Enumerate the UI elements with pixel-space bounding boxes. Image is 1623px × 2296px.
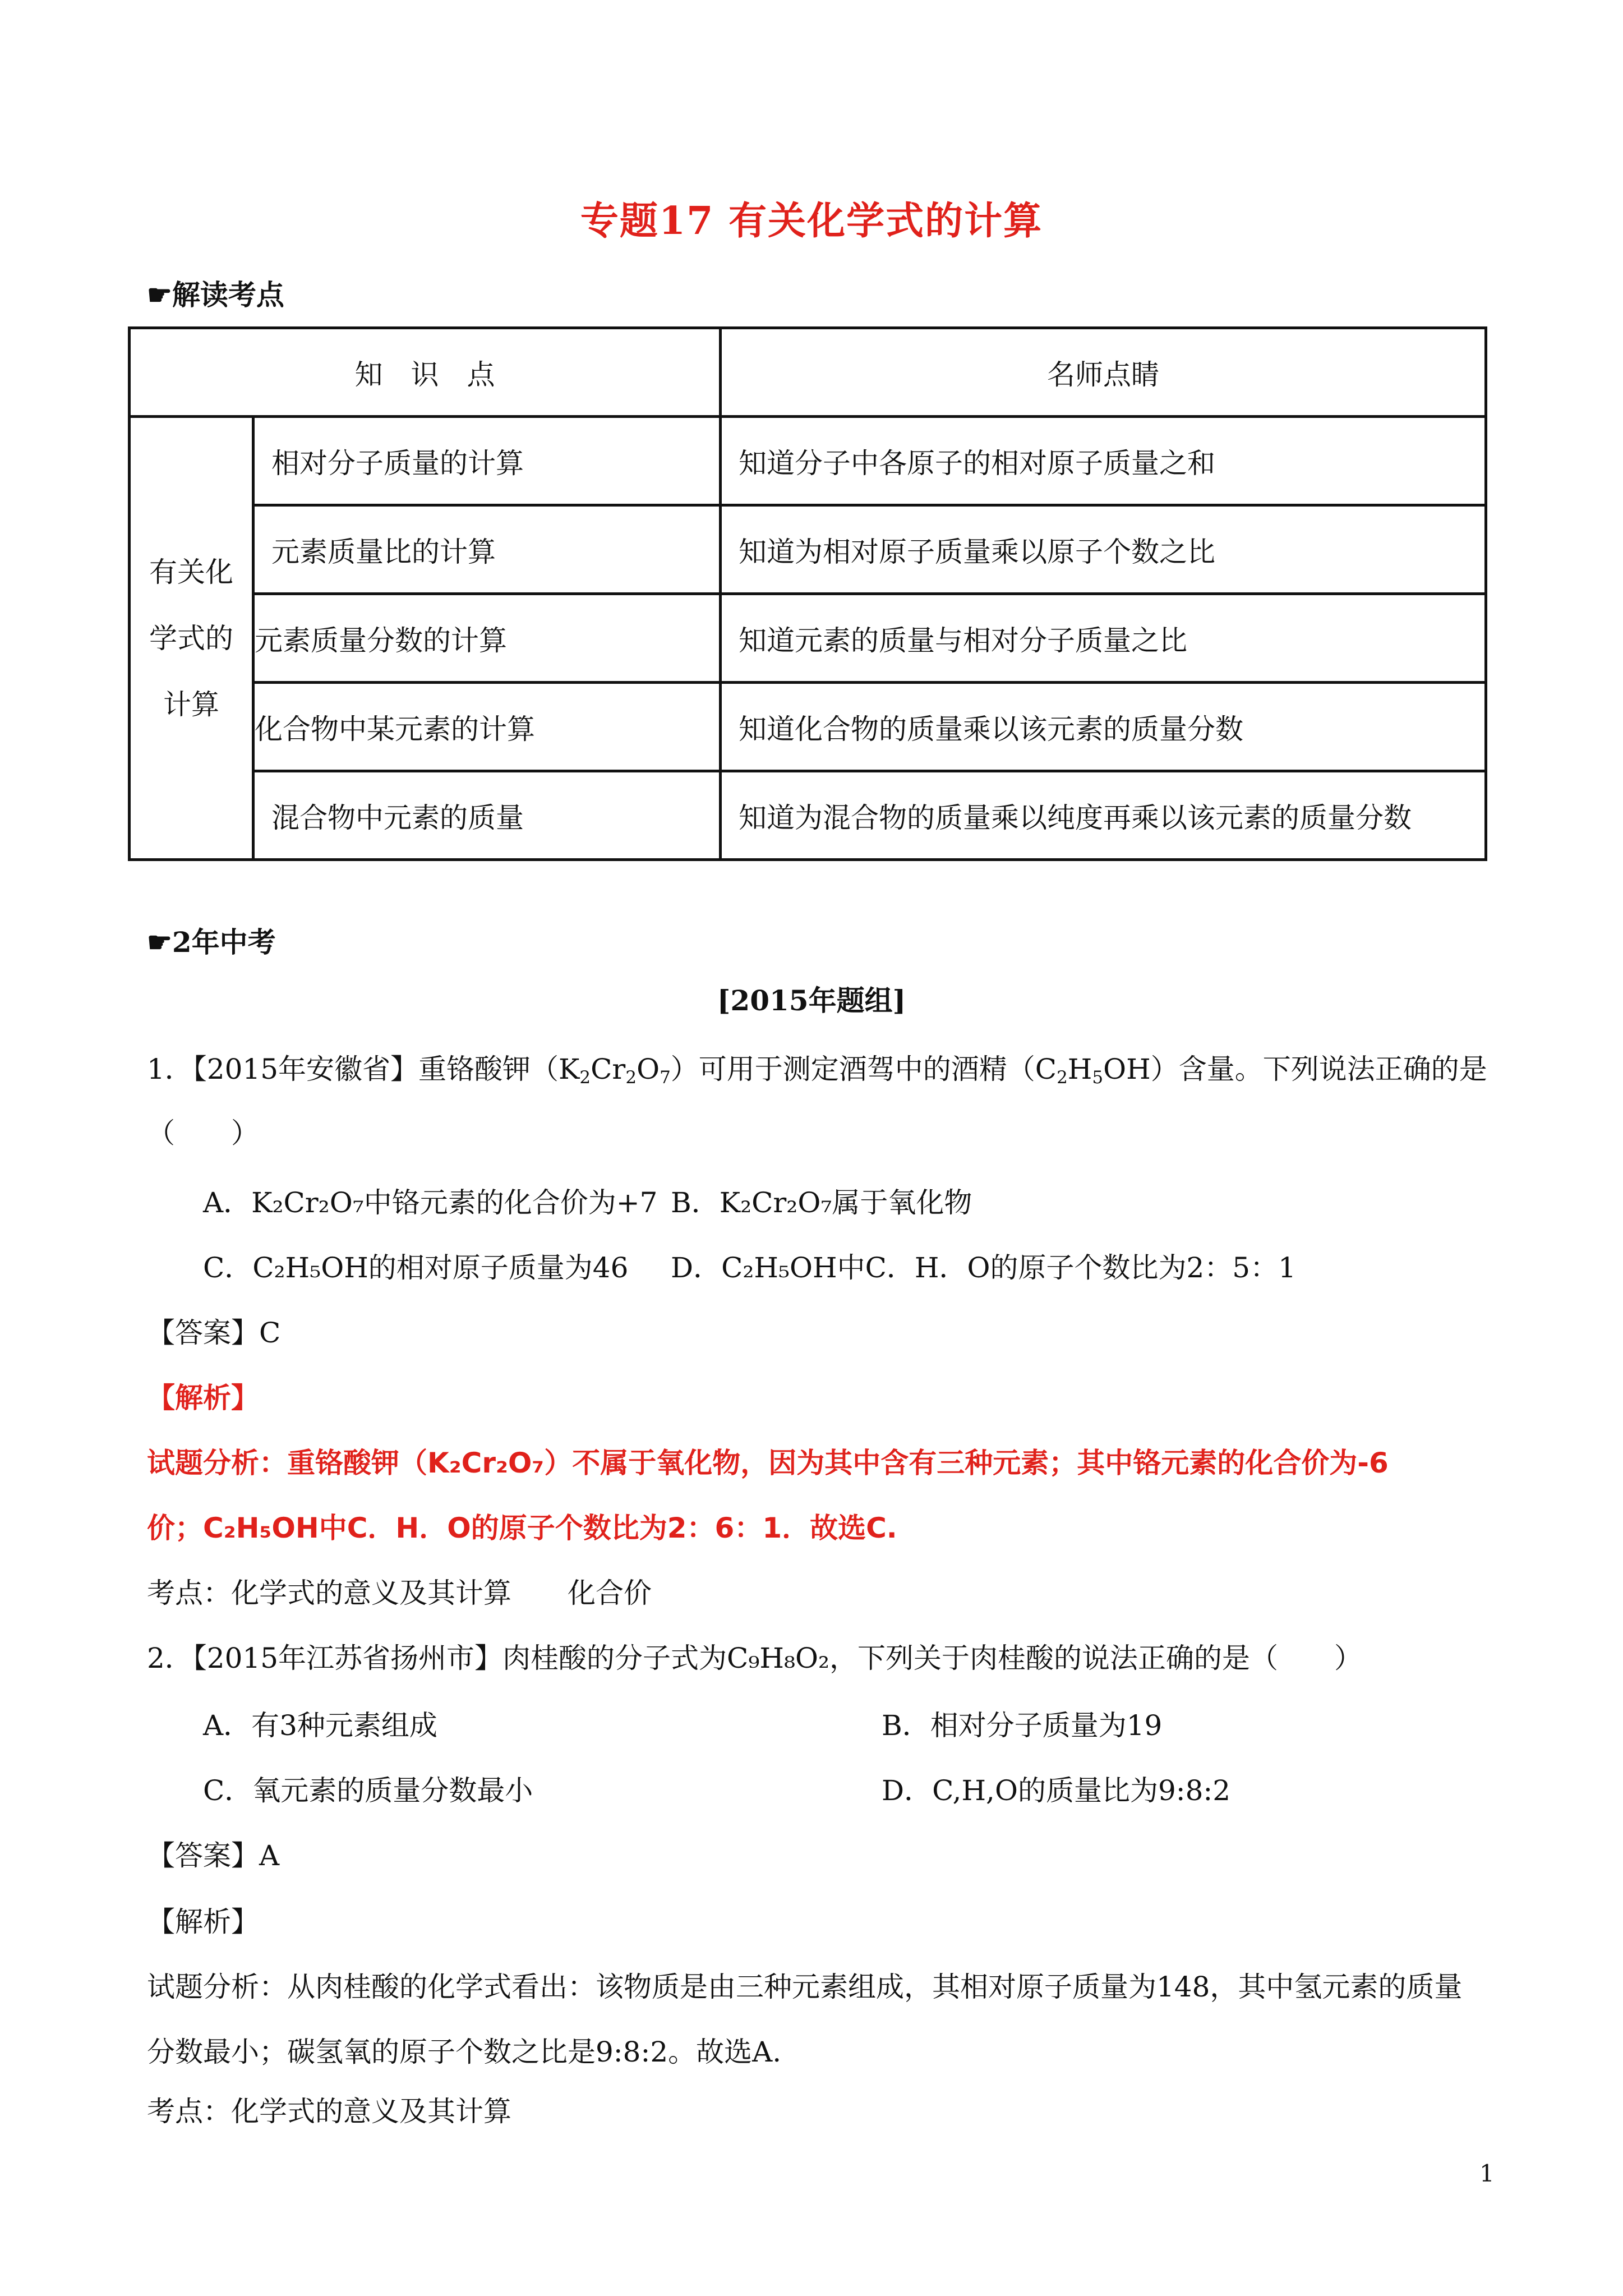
question-1-answer: 【答案】C [147, 1317, 281, 1349]
question-2-analysis-line-1: 试题分析：从肉桂酸的化学式看出：该物质是由三种元素组成，其相对原子质量为148，其中氢元素的质量 [147, 1971, 1463, 2003]
pointing-hand-icon: ☛ [147, 926, 172, 959]
question-1-stem: 1．【2015年安徽省】重铬酸钾$(K_2Cr_2O_7)$可用于测定酒驾中的酒精$(C_2H_5OH)$含量。下列说法正确的是 [147, 1053, 1487, 1088]
section-heading-label: 解读考点 [172, 278, 284, 311]
table-header-knowledge: 知 识 点 [130, 328, 721, 417]
group-line: 学式的 [149, 622, 233, 655]
page-number: 1 [1479, 2160, 1495, 2187]
question-1-option-b: B．K₂Cr₂O₇属于氧化物 [671, 1186, 972, 1219]
group-line: 计算 [163, 688, 219, 721]
question-1-analysis-line-1: 试题分析：重铬酸钾（K₂Cr₂O₇）不属于氧化物，因为其中含有三种元素；其中铬元素的化合价为-6 [147, 1447, 1389, 1479]
table-cell-topic: 相对分子质量的计算 [253, 417, 721, 505]
table-cell-topic: 元素质量分数的计算 [253, 594, 721, 683]
table-cell-note: 知道为相对原子质量乘以原子个数之比 [721, 505, 1486, 594]
group-title: [2015年题组] [717, 984, 906, 1017]
question-1-kaodian: 考点：化学式的意义及其计算 化合价 [147, 1577, 652, 1609]
question-2-option-a: A．有3种元素组成 [203, 1709, 437, 1742]
knowledge-table [128, 326, 1487, 861]
question-2-option-c: C．氧元素的质量分数最小 [203, 1774, 533, 1807]
question-1-analysis-label: 【解析】 [147, 1382, 259, 1414]
table-header-tips: 名师点睛 [721, 328, 1486, 417]
table-cell-topic: 化合物中某元素的计算 [253, 683, 721, 771]
table-cell-topic: 元素质量比的计算 [253, 505, 721, 594]
table-cell-topic: 混合物中元素的质量 [253, 771, 721, 860]
group-line: 有关化 [149, 555, 233, 588]
question-1-option-a: A．K₂Cr₂O₇中铬元素的化合价为+7 [203, 1186, 658, 1219]
question-1-analysis-line-2: 价；C₂H₅OH中C．H．O的原子个数比为2：6：1．故选C. [147, 1512, 897, 1544]
question-2-option-d: D．C,H,O的质量比为9:8:2 [882, 1774, 1231, 1807]
table-cell-note: 知道元素的质量与相对分子质量之比 [721, 594, 1486, 683]
section-heading-exams [147, 920, 276, 960]
section-heading-interpret [147, 273, 284, 313]
question-2-option-b: B．相对分子质量为19 [882, 1709, 1163, 1742]
table-cell-note: 知道分子中各原子的相对原子质量之和 [721, 417, 1486, 505]
table-cell-note: 知道为混合物的质量乘以纯度再乘以该元素的质量分数 [721, 771, 1486, 860]
page-title: 专题17 有关化学式的计算 [580, 199, 1043, 243]
question-1-option-c: C．C₂H₅OH的相对原子质量为46 [203, 1251, 629, 1284]
table-cell-note: 知道化合物的质量乘以该元素的质量分数 [721, 683, 1486, 771]
question-1-option-d: D．C₂H₅OH中C．H．O的原子个数比为2：5：1 [671, 1251, 1296, 1284]
table-group-cell [130, 417, 253, 860]
section-heading-label: 2年中考 [172, 926, 276, 959]
pointing-hand-icon: ☛ [147, 278, 172, 311]
question-1-paren: （ ） [147, 1117, 259, 1149]
question-2-analysis-line-2: 分数最小；碳氢氧的原子个数之比是9:8:2。故选A. [147, 2036, 782, 2068]
question-2-answer: 【答案】A [147, 1839, 280, 1872]
question-2-stem: 2．【2015年江苏省扬州市】肉桂酸的分子式为C₉H₈O₂，下列关于肉桂酸的说法正确的是（ ） [147, 1642, 1363, 1674]
question-2-analysis-label: 【解析】 [147, 1906, 259, 1938]
question-2-kaodian: 考点：化学式的意义及其计算 [147, 2095, 511, 2128]
